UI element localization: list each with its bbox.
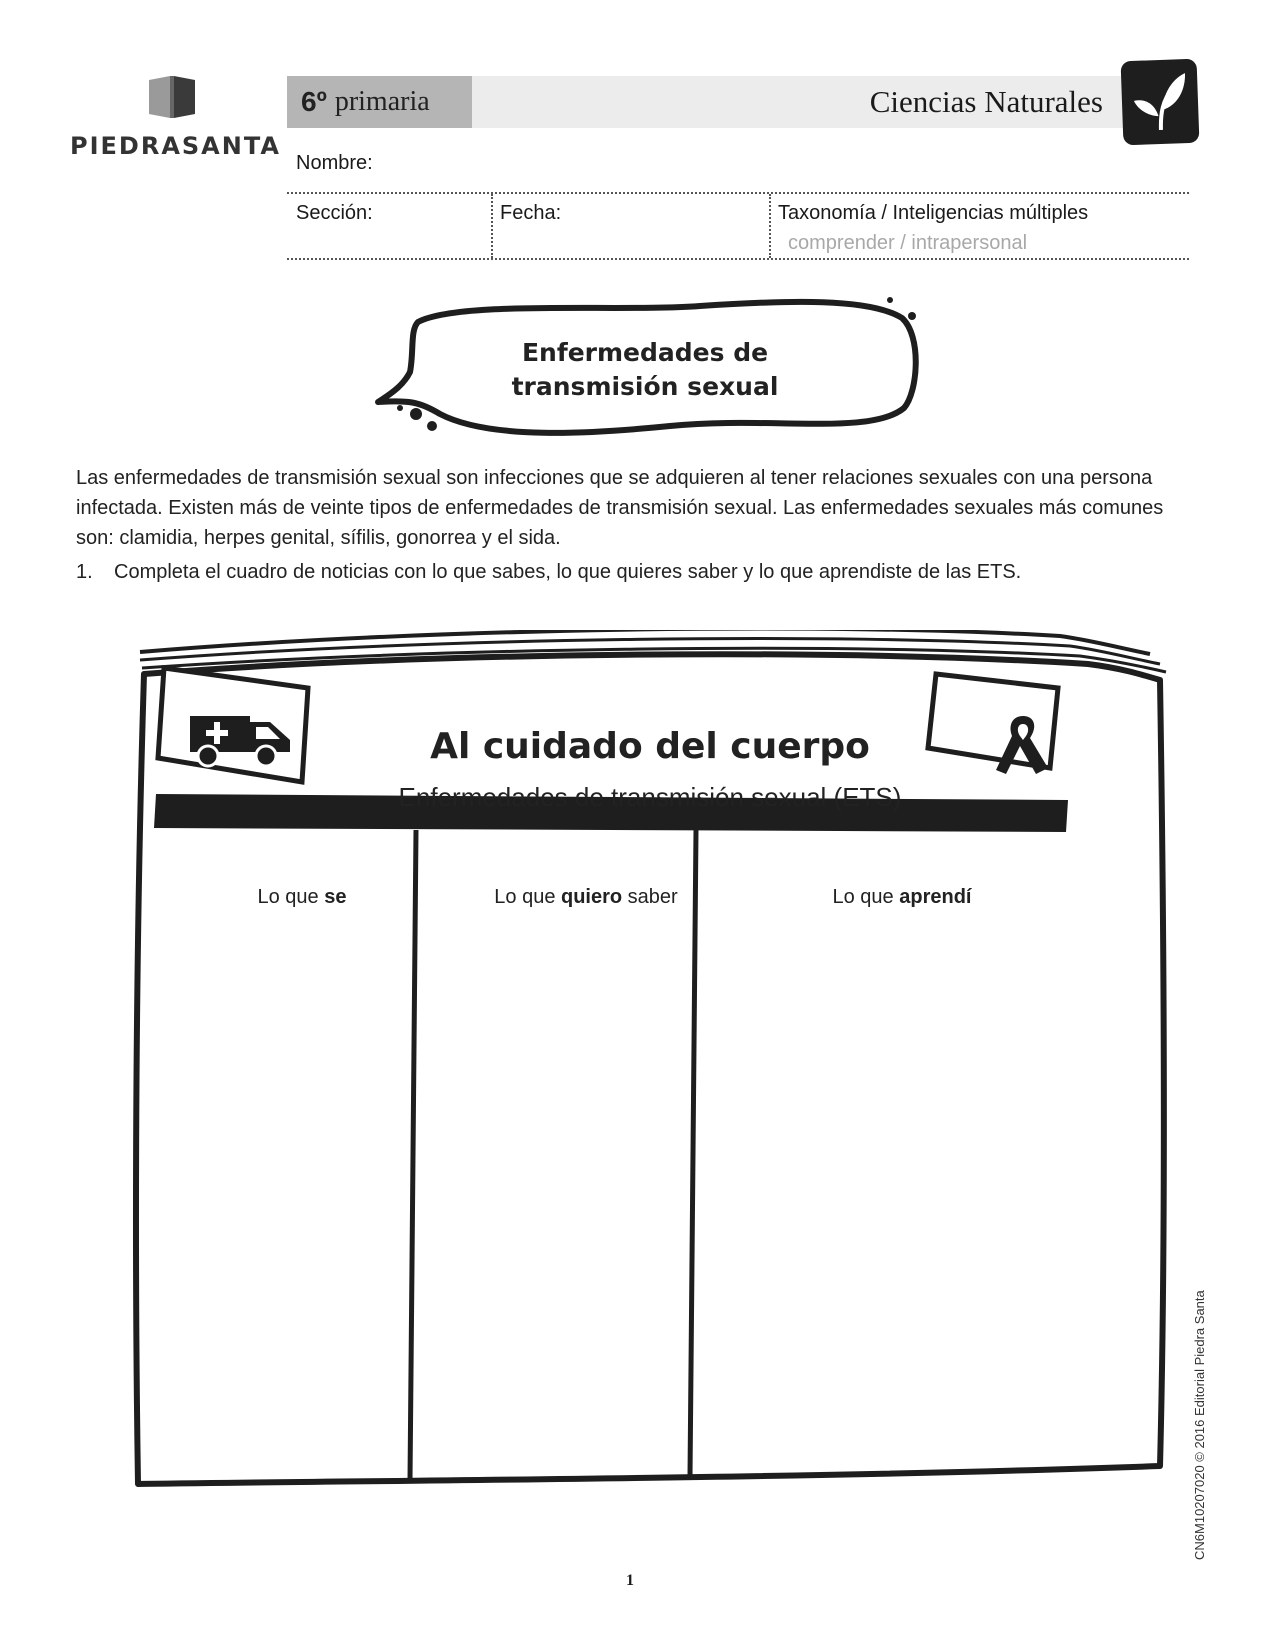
publisher-logo (70, 74, 281, 164)
awareness-ribbon-icon (990, 708, 1056, 778)
intro-paragraph: Las enfermedades de transmisión sexual son infecciones que se adquieren al tener relaciones sexuales con una persona infectada. Existen más de veinte tipos de enfermedades de transmisión sexual. Las enfermedades sexuales más comunes son: clamidia, herpes genital, sífilis, gonorrea y el sida. (76, 467, 1164, 549)
column-label-q (436, 886, 736, 909)
instruction-text: Completa el cuadro de noticias con lo que sabes, lo que quieres saber y lo que aprendiste de las ETS. (114, 561, 1022, 583)
worksheet-title (370, 336, 920, 404)
grade-label (287, 76, 472, 128)
worksheet-title-line2: transmisión sexual (511, 372, 779, 401)
column-label-prefix: Lo que (257, 886, 325, 908)
nombre-label: Nombre: (296, 152, 373, 174)
subject-title: Ciencias Naturales (869, 84, 1103, 119)
grade-number: 6º (301, 86, 327, 117)
brand-name: PIEDRASANTA (70, 132, 281, 160)
fecha-label: Fecha: (500, 202, 562, 224)
column-label-prefix: Lo que (494, 886, 561, 908)
column-head-s: S (274, 842, 290, 867)
column-label-bold: aprendí (899, 886, 972, 908)
seccion-label: Sección: (296, 202, 373, 224)
instruction (76, 561, 1206, 584)
taxonomia-label: Taxonomía / Inteligencias múltiples (778, 202, 1089, 224)
page-number: 1 (626, 1572, 634, 1589)
subject-badge (1121, 59, 1200, 146)
divider-top (287, 192, 1189, 194)
leaf-icon (1129, 69, 1191, 135)
newspaper-title: Al cuidado del cuerpo (430, 726, 870, 767)
divider-bottom (287, 258, 1189, 260)
instruction-number: 1. (76, 561, 93, 583)
column-label-s (152, 886, 452, 909)
column-label-prefix: Lo que (832, 886, 900, 908)
divider-vertical (769, 194, 771, 258)
newspaper-subtitle: Enfermedades de transmisión sexual (ETS) (398, 782, 902, 812)
column-label-suffix: saber (622, 886, 678, 908)
divider-vertical (491, 194, 493, 258)
book-icon (146, 74, 198, 120)
column-head-a: A (908, 842, 924, 867)
column-label-bold: se (324, 886, 347, 908)
taxonomia-value: comprender / intrapersonal (788, 232, 1028, 254)
worksheet-title-line1: Enfermedades de (521, 338, 769, 367)
ambulance-icon (186, 708, 296, 770)
column-head-q: Q (561, 842, 579, 867)
grade-level: primaria (334, 86, 430, 117)
column-label-a (752, 886, 1052, 909)
column-label-bold: quiero (561, 886, 623, 908)
copyright-notice: CN6M10207020 © 2016 Editorial Piedra Santa (1192, 1290, 1207, 1560)
